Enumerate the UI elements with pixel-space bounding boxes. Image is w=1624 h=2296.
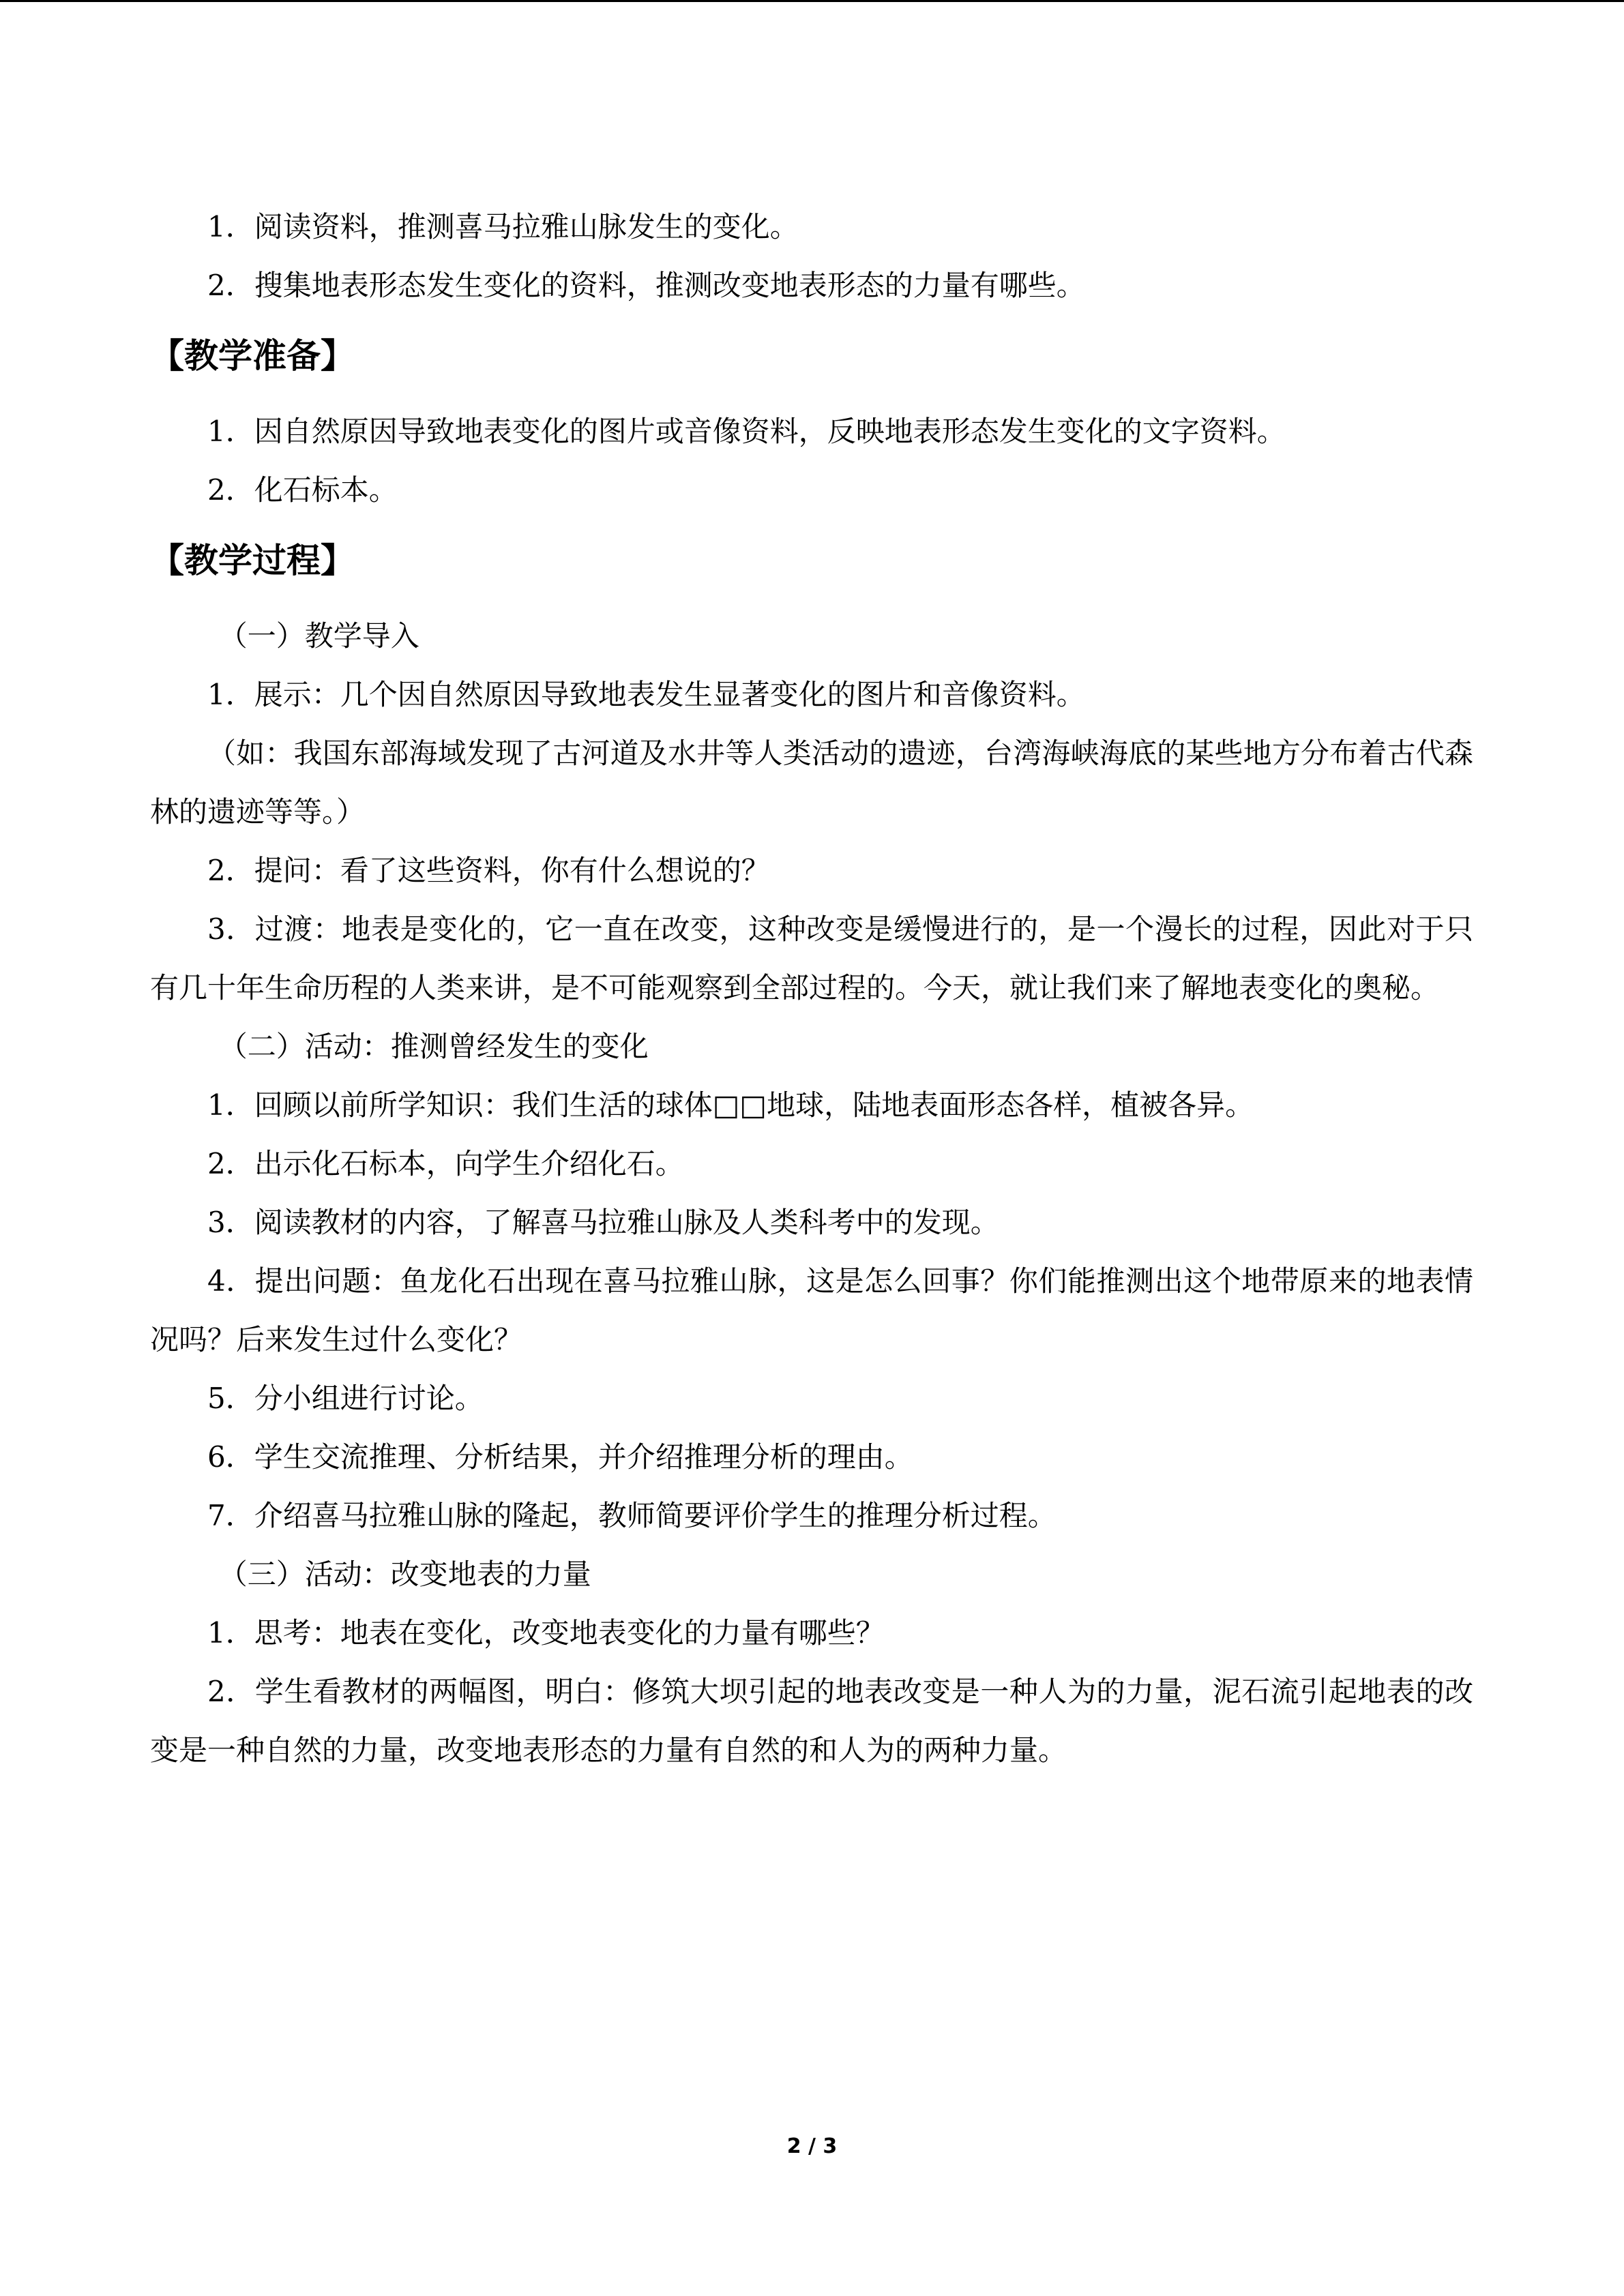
subsection-title-intro: （一）教学导入 bbox=[218, 619, 419, 653]
document-body bbox=[150, 198, 1473, 1780]
activity-changes-item-6: 6．学生交流推理、分析结果，并介绍推理分析的理由。 bbox=[207, 1440, 913, 1474]
intro-item-3: 3．过渡：地表是变化的，它一直在改变，这种改变是缓慢进行的，是一个漫长的过程，因此对于只有几十年生命历程的人类来讲，是不可能观察到全部过程的。今天，就让我们来了解地表变化的奥秘。 bbox=[150, 912, 1473, 1004]
activity-forces-item-1: 1．思考：地表在变化，改变地表变化的力量有哪些？ bbox=[207, 1616, 885, 1650]
activity-changes-item-5: 5．分小组进行讨论。 bbox=[207, 1382, 484, 1415]
objective-item-2: 2．搜集地表形态发生变化的资料，推测改变地表形态的力量有哪些。 bbox=[207, 269, 1085, 302]
intro-item-example: （如：我国东部海域发现了古河道及水井等人类活动的遗迹，台湾海峡海底的某些地方分布着古代森林的遗迹等等。） bbox=[150, 736, 1473, 829]
objective-item-1: 1．阅读资料，推测喜马拉雅山脉发生的变化。 bbox=[207, 210, 799, 243]
activity-changes-item-7: 7．介绍喜马拉雅山脉的隆起，教师简要评价学生的推理分析过程。 bbox=[207, 1499, 1057, 1532]
top-border-line bbox=[0, 0, 1624, 2]
activity-changes-item-4: 4．提出问题：鱼龙化石出现在喜马拉雅山脉，这是怎么回事？你们能推测出这个地带原来的地表情况吗？后来发生过什么变化？ bbox=[150, 1264, 1473, 1356]
section-heading-preparation: 【教学准备】 bbox=[150, 336, 355, 376]
activity-changes-item-3: 3．阅读教材的内容，了解喜马拉雅山脉及人类科考中的发现。 bbox=[207, 1206, 999, 1239]
activity-forces-item-2: 2．学生看教材的两幅图，明白：修筑大坝引起的地表改变是一种人为的力量，泥石流引起地表的改变是一种自然的力量，改变地表形态的力量有自然的和人为的两种力量。 bbox=[150, 1675, 1473, 1767]
activity-changes-item-2: 2．出示化石标本，向学生介绍化石。 bbox=[207, 1147, 684, 1180]
subsection-title-activity-changes: （二）活动：推测曾经发生的变化 bbox=[218, 1030, 649, 1063]
section-heading-process: 【教学过程】 bbox=[150, 541, 355, 580]
intro-item-2: 2．提问：看了这些资料，你有什么想说的？ bbox=[207, 854, 770, 887]
activity-changes-item-1: 1．回顾以前所学知识：我们生活的球体□□地球，陆地表面形态各样，植被各异。 bbox=[207, 1088, 1254, 1122]
preparation-item-1: 1．因自然原因导致地表变化的图片或音像资料，反映地表形态发生变化的文字资料。 bbox=[207, 415, 1286, 448]
intro-item-1: 1．展示：几个因自然原因导致地表发生显著变化的图片和音像资料。 bbox=[207, 678, 1085, 711]
preparation-item-2: 2．化石标本。 bbox=[207, 473, 398, 507]
subsection-title-activity-forces: （三）活动：改变地表的力量 bbox=[218, 1557, 591, 1591]
page-number: 2 / 3 bbox=[786, 2134, 838, 2158]
